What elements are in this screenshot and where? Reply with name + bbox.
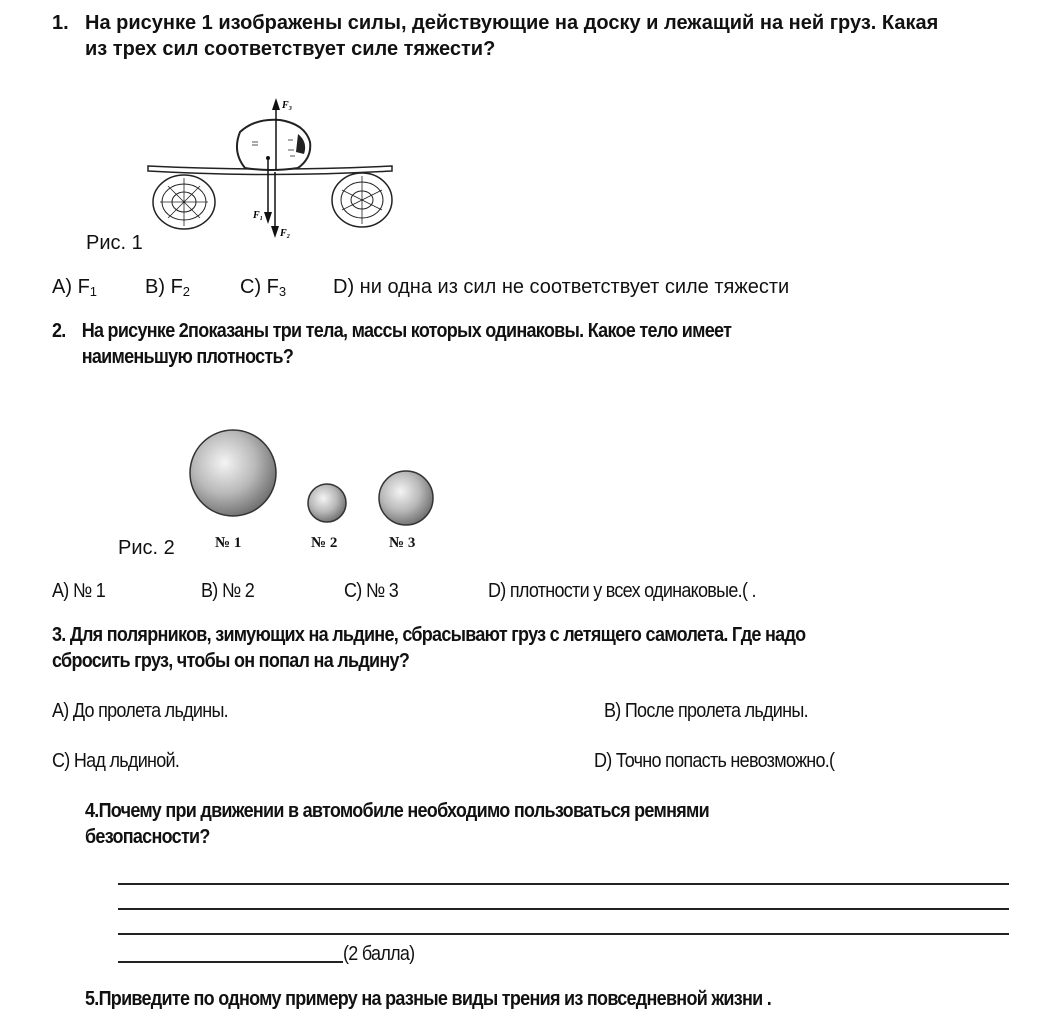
answer-line-2[interactable] xyxy=(118,908,1009,910)
ball-label-3: № 3 xyxy=(389,535,416,551)
force-label-f1: F₁ xyxy=(253,210,264,221)
q2-number: 2. xyxy=(52,320,66,342)
ball-1 xyxy=(190,430,276,516)
ball-label-1: № 1 xyxy=(215,535,242,551)
ball-2 xyxy=(308,484,346,522)
q2-option-a[interactable]: A) № 1 xyxy=(52,580,106,602)
q1-option-d[interactable] xyxy=(333,275,789,299)
option-sub: 3 xyxy=(278,284,287,299)
q4-line1: 4.Почему при движении в автомобиле необходимо пользоваться ремнями xyxy=(85,800,709,822)
q1-option-c[interactable] xyxy=(240,275,286,304)
option-sub: 1 xyxy=(89,284,98,299)
option-letter: A) xyxy=(52,276,72,298)
q3-line1: 3. Для полярников, зимующих на льдине, сбрасывают груз с летящего самолета. Где надо xyxy=(52,624,806,646)
three-balls-diagram xyxy=(185,428,445,528)
ball-label-2: № 2 xyxy=(311,535,338,551)
q5-text: 5.Приведите по одному примеру на разные виды трения из повседневной жизни . xyxy=(85,988,772,1010)
answer-line-1[interactable] xyxy=(118,883,1009,885)
q2-line2: наименьшую плотность? xyxy=(81,346,294,368)
figure-1-caption: Рис. 1 xyxy=(86,232,143,254)
q1-option-b[interactable] xyxy=(145,275,190,304)
option-label: F xyxy=(266,276,279,298)
q4-points: (2 балла) xyxy=(343,943,415,965)
q2-option-c[interactable]: C) № 3 xyxy=(344,580,398,602)
option-label: ни одна из сил не соответствует силе тяжести xyxy=(359,276,790,298)
figure-2-caption: Рис. 2 xyxy=(118,537,175,559)
q2-line1: На рисунке 2показаны три тела, массы которых одинаковы. Какое тело имеет xyxy=(81,320,732,342)
q3-option-a[interactable]: A) До пролета льдины. xyxy=(52,700,228,722)
figure-2 xyxy=(185,428,445,528)
q1-text xyxy=(52,10,938,62)
ball-3 xyxy=(379,471,433,525)
q1-number: 1. xyxy=(52,12,69,34)
q2-option-b[interactable]: B) № 2 xyxy=(201,580,255,602)
q3-text xyxy=(52,622,805,674)
log-left xyxy=(153,175,215,229)
option-label: F xyxy=(170,276,183,298)
option-letter: C) xyxy=(240,276,262,298)
q2-option-d[interactable]: D) плотности у всех одинаковые.( . xyxy=(488,580,756,602)
answer-line-3[interactable] xyxy=(118,933,1009,935)
log-right xyxy=(332,173,392,227)
option-label: F xyxy=(77,276,90,298)
option-letter: B) xyxy=(145,276,165,298)
q1-option-a[interactable] xyxy=(52,275,97,304)
board-forces-diagram xyxy=(140,90,400,250)
force-label-f3: F₃ xyxy=(282,100,293,111)
q3-option-d[interactable]: D) Точно попасть невозможно.( xyxy=(594,750,835,772)
q1-line1: На рисунке 1 изображены силы, действующие на доску и лежащий на ней груз. Какая xyxy=(85,12,939,34)
q2-text xyxy=(52,318,731,370)
option-sub: 2 xyxy=(182,284,191,299)
q3-option-b[interactable]: B) После пролета льдины. xyxy=(604,700,808,722)
option-letter: D) xyxy=(333,276,355,298)
q3-line2: сбросить груз, чтобы он попал на льдину? xyxy=(52,650,410,672)
q1-line2: из трех сил соответствует силе тяжести? xyxy=(85,38,496,60)
answer-line-4[interactable] xyxy=(118,961,343,963)
figure-1 xyxy=(140,90,400,250)
force-label-f2: F₂ xyxy=(280,228,291,239)
q4-line2: безопасности? xyxy=(85,826,210,848)
q3-option-c[interactable]: C) Над льдиной. xyxy=(52,750,180,772)
q4-text xyxy=(85,798,709,850)
